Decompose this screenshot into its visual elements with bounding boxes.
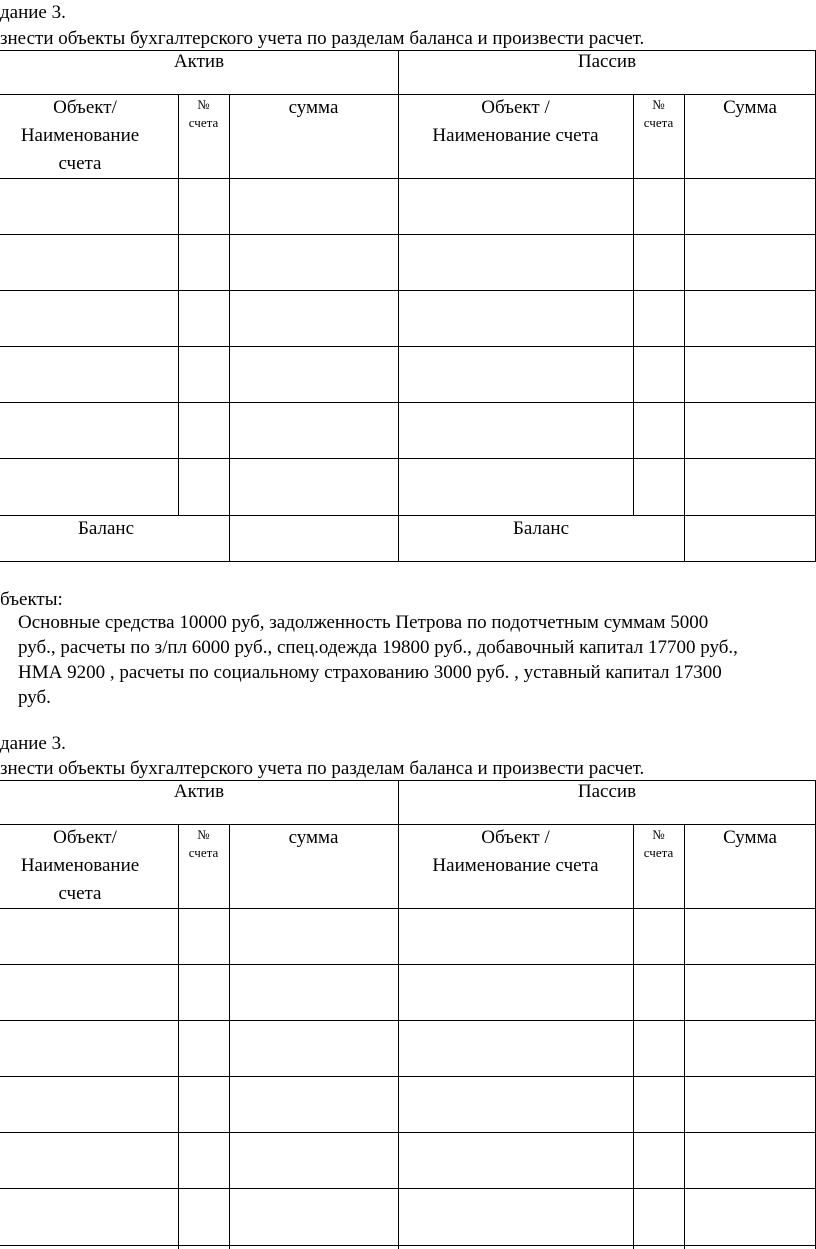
col-object-right-line2-2: Наименование счета — [432, 855, 599, 876]
balance-table-1 — [0, 50, 816, 562]
col-object-left-line2: Наименование — [20, 125, 140, 146]
task-title: дание 3. — [0, 2, 66, 23]
balance-left-label: Баланс — [77, 518, 135, 539]
col-num-label: счета — [188, 115, 219, 130]
objects-line-4: руб. — [18, 687, 51, 708]
col-object-left-line1: Объект/ — [53, 97, 117, 118]
col-object-right-line1: Объект / — [481, 97, 550, 118]
col-object-left-line3-2: счета — [58, 883, 102, 904]
objects-line-2: руб., расчеты по з/пл 6000 руб., спец.одежда 19800 руб., добавочный капитал 17700 руб., — [18, 637, 738, 658]
col-num-symbol: № — [197, 97, 210, 112]
balance-right-label: Баланс — [512, 518, 570, 539]
col-num-symbol-right-2: № — [652, 827, 665, 842]
objects-line-1: Основные средства 10000 руб, задолженность Петрова по подотчетным суммам 5000 — [18, 612, 709, 633]
aktiv-header-2: Актив — [173, 781, 225, 802]
col-object-right-line2: Наименование счета — [432, 125, 599, 146]
col-num-symbol-2: № — [197, 827, 210, 842]
col-sum-right: Сумма — [723, 97, 777, 118]
task-text-2: знести объекты бухгалтерского учета по разделам баланса и произвести расчет. — [0, 758, 645, 779]
col-object-left-line2-2: Наименование — [20, 855, 140, 876]
col-sum-right-2: Сумма — [723, 827, 777, 848]
objects-line-3: НМА 9200 , расчеты по социальному страхованию 3000 руб. , уставный капитал 17300 — [18, 662, 722, 683]
col-num-label-2: счета — [188, 845, 219, 860]
aktiv-header: Актив — [173, 51, 225, 72]
col-num-label-right: счета — [643, 115, 674, 130]
col-num-label-right-2: счета — [643, 845, 674, 860]
objects-heading: бъекты: — [0, 589, 63, 610]
passiv-header-2: Пассив — [577, 781, 637, 802]
task-title-2: дание 3. — [0, 733, 66, 754]
col-object-left-line1-2: Объект/ — [53, 827, 117, 848]
col-num-symbol-right: № — [652, 97, 665, 112]
task-text: знести объекты бухгалтерского учета по разделам баланса и произвести расчет. — [0, 28, 645, 49]
col-sum-left: сумма — [288, 97, 339, 118]
passiv-header: Пассив — [577, 51, 637, 72]
col-object-right-line1-2: Объект / — [481, 827, 550, 848]
col-object-left-line3: счета — [58, 153, 102, 174]
balance-table-2 — [0, 780, 816, 1249]
col-sum-left-2: сумма — [288, 827, 339, 848]
